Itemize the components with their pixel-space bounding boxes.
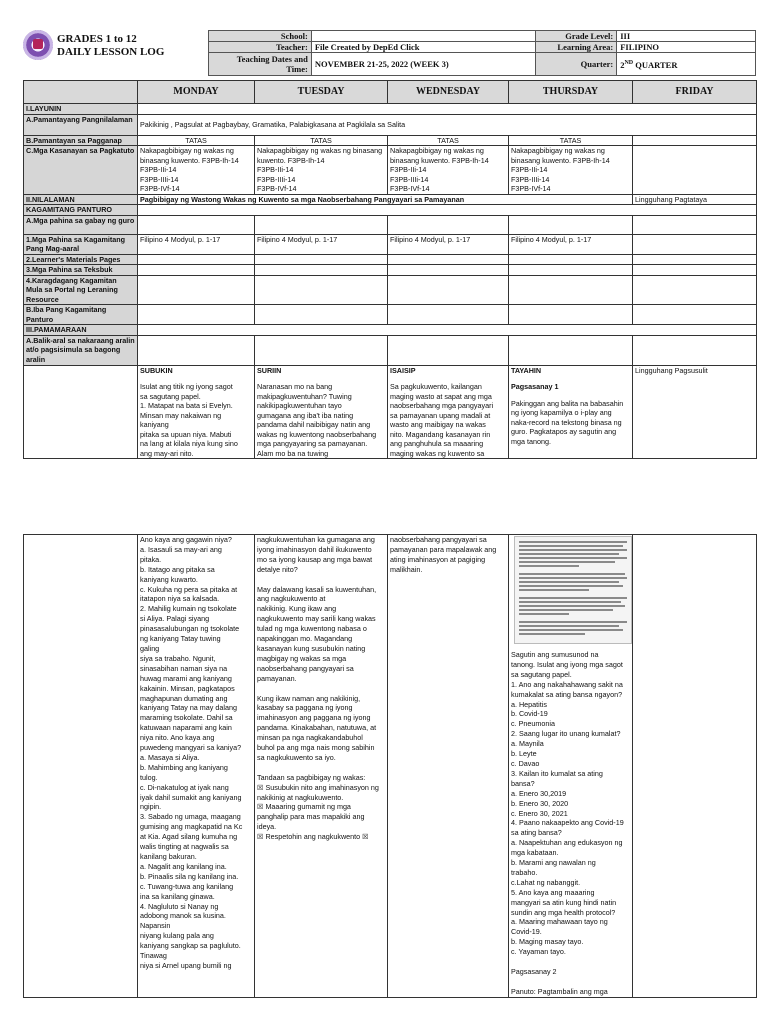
text-line: ☒ Susubukin nito ang imahinasyon ng: [257, 782, 379, 792]
balik-tuesday: [255, 335, 388, 365]
day-tuesday: TUESDAY: [255, 81, 388, 104]
gabay-thursday: [509, 215, 633, 234]
text-line: 3. Sabado ng umaga, maagang: [140, 812, 241, 822]
text-line: sa ating bansa?: [511, 828, 562, 838]
nilalaman-value: Pagbibigay ng Wastong Wakas ng Kuwento sa mga Naobserbahang Pangyayari sa Pamayanan: [138, 194, 633, 205]
text-line: a. Enero 30,2019: [511, 788, 567, 798]
iba-tuesday: [255, 305, 388, 325]
lesson-log-page-2: [0, 528, 768, 1024]
text-line: panghalip para mas mapakiki ang: [257, 812, 365, 822]
tuesday-activity-heading: SURIIN: [257, 365, 282, 375]
friday-activity: Lingguhang Pagsusulit: [633, 365, 757, 459]
gabay-monday: [138, 215, 255, 234]
text-line: a. Hepatitis: [511, 699, 547, 709]
tatas-tuesday: TATAS: [255, 135, 388, 146]
kasanayan-label: C.Mga Kasanayan sa Pagkatuto: [24, 146, 138, 195]
text-line: b. Leyte: [511, 749, 537, 759]
text-line: nagkukuwento may sarili kang wakas: [257, 614, 376, 624]
teksbuk-friday: [633, 265, 757, 276]
kasanayan-text: Nakapagbibigay ng wakas ng binasang kuwento. F3PB-Ih-14: [257, 146, 383, 165]
text-line: c. Tuwang-tuwa ang kanilang: [140, 881, 234, 891]
learners-thursday: [509, 254, 633, 265]
learners-monday: [138, 254, 255, 265]
kasanayan-text: Nakapagbibigay ng wakas ng binasang kuwento. F3PB-Ih-14: [140, 146, 239, 165]
teksbuk-label: 3.Mga Pahina sa Teksbuk: [24, 265, 138, 276]
balik-monday: [138, 335, 255, 365]
quarter-value: [617, 53, 756, 76]
text-line: buhol pa ang mga nais mong sabihin: [257, 743, 375, 753]
thursday-pagsasanay-1: Pagsasanay 1: [511, 382, 559, 391]
text-line: 5. Ano kaya ang maaaring: [511, 887, 595, 897]
teaching-dates-label: [209, 53, 312, 76]
text-line: Sa pagkukuwento, kailangan: [390, 382, 482, 391]
teacher-value: File Created by DepEd Click: [311, 42, 536, 53]
text-line: pandama. Kinakabahan, natutuwa, at: [257, 723, 377, 733]
pagganap-label: B.Pamantayan sa Pagganap: [24, 135, 138, 146]
text-line: niya nito. Ano kaya ang: [140, 733, 215, 743]
code-line: F3PB-IIIi-14: [257, 174, 296, 184]
monday-continued: [138, 535, 255, 998]
text-line: malikhain.: [390, 564, 423, 574]
text-line: magbigay ng wakas sa mga: [257, 653, 347, 663]
text-line: ng iyong kapamilya o i-play ang: [511, 408, 612, 417]
text-line: pandama dahil naibibigay natin ang: [257, 420, 371, 429]
text-line: sa nagkukuwento sa iyo.: [257, 752, 336, 762]
text-line: a. Masaya si Aliya.: [140, 752, 200, 762]
text-line: c. Kukuha ng pera sa pitaka at: [140, 584, 238, 594]
text-line: 4. Paano nakaapekto ang Covid-19: [511, 818, 624, 828]
text-line: c. Pneumonia: [511, 719, 555, 729]
text-line: ng kaniyang Tatay tuwing: [140, 634, 221, 644]
teaching-dates-label-line2: Time:: [286, 64, 308, 74]
iba-friday: [633, 305, 757, 325]
code-line: F3PB-IIi-14: [511, 165, 548, 174]
text-line: a. Maynila: [511, 739, 544, 749]
karagdagang-monday: [138, 275, 255, 305]
text-line: imahinasyon ang paggana ng iyong: [257, 713, 371, 723]
quarter-label: Quarter:: [536, 53, 617, 76]
karagdagang-wednesday: [388, 275, 509, 305]
kasanayan-wednesday: [388, 146, 509, 195]
text-line: ☒ Respetohin ang nagkukwento ☒: [257, 832, 369, 842]
text-line: 3. Kailan ito kumalat sa ating: [511, 768, 603, 778]
text-line: sundin ang mga health protocol?: [511, 907, 616, 917]
code-line: F3PB-IVf-14: [140, 184, 180, 193]
modyul-wednesday: Filipino 4 Modyul, p. 1-17: [388, 234, 509, 254]
news-article-image: [514, 536, 632, 644]
text-line: naobserbahang mga pangyayari: [390, 401, 494, 410]
teksbuk-wednesday: [388, 265, 509, 276]
code-line: F3PB-IIi-14: [390, 165, 427, 174]
iba-monday: [138, 305, 255, 325]
text-line: pinasasalubungan ng tsokolate: [140, 624, 240, 634]
text-line: c. Yayaman tayo.: [511, 947, 566, 957]
text-line: mga tanong.: [511, 436, 551, 446]
text-line: b. Mahimbing ang kaniyang: [140, 762, 228, 772]
text-line: Ano kaya ang gagawin niya?: [140, 535, 232, 544]
tatas-wednesday: TATAS: [388, 135, 509, 146]
text-line: 2. Mahilig kumain ng tsokolate: [140, 604, 237, 614]
quarter-number: 2: [620, 59, 625, 70]
gabay-friday: [633, 215, 757, 234]
kasanayan-tuesday: [255, 146, 388, 195]
learning-area-label: Learning Area:: [536, 42, 617, 53]
pamantayang-value: Pakikinig , Pagsulat at Pagbaybay, Gramatika, Palabigkasana at Pagkilala sa Salita: [138, 114, 757, 135]
text-line: Kung ikaw naman ang nakikinig,: [257, 693, 361, 703]
text-line: kaniyang Tatay na may dalang: [140, 703, 237, 713]
kasanayan-text: Nakapagbibigay ng wakas ng binasang kuwento. F3PB-Ih-14: [511, 146, 610, 165]
tuesday-continued: [255, 535, 388, 998]
grade-level-label: Grade Level:: [536, 31, 617, 42]
text-line: 1. Matapat na bata si Evelyn.: [140, 401, 233, 410]
tatas-friday: [633, 135, 757, 146]
friday-continued: [633, 535, 757, 998]
text-line: kaniyang kuwarto.: [140, 574, 198, 584]
nilalaman-label: II.NILALAMAN: [24, 194, 138, 205]
learning-area-value: FILIPINO: [617, 42, 756, 53]
page-gap: [0, 500, 768, 528]
gabay-tuesday: [255, 215, 388, 234]
text-line: adobong manok sa kusina.: [140, 911, 226, 921]
text-line: mo sa iyong kausap ang mga bawat: [257, 554, 373, 564]
balik-friday: [633, 335, 757, 365]
gabay-wednesday: [388, 215, 509, 234]
text-line: pitaka.: [140, 554, 162, 564]
text-line: nakikipagkuwentuhan tayo: [257, 401, 342, 410]
iba-thursday: [509, 305, 633, 325]
monday-activity-heading: SUBUKIN: [140, 365, 173, 375]
pamamaraan-label: III.PAMAMARAAN: [24, 325, 138, 336]
text-line: naobserbahang pangyayari sa: [390, 535, 487, 544]
text-line: mangyari sa atin kung hindi natin: [511, 897, 617, 907]
text-line: c. Di-nakatulog at iyak nang: [140, 782, 229, 792]
text-line: maghapunan dumating ang: [140, 693, 228, 703]
text-line: Sagutin ang sumusunod na: [511, 650, 599, 659]
text-line: b. Marami ang nawalan ng: [511, 858, 596, 868]
tuesday-activity: [255, 365, 388, 459]
quarter-suffix: ND: [624, 60, 634, 67]
day-monday: MONDAY: [138, 81, 255, 104]
modyul-friday: [633, 234, 757, 254]
tatas-thursday: TATAS: [509, 135, 633, 146]
karagdagang-tuesday: [255, 275, 388, 305]
text-line: bansa?: [511, 778, 535, 788]
text-line: makipagkuwentuhan? Tuwing: [257, 391, 352, 401]
teaching-dates-value: NOVEMBER 21-25, 2022 (WEEK 3): [311, 53, 536, 76]
monday-activity-text: [140, 382, 252, 458]
text-line: walis tingting at nagwalis sa: [140, 842, 229, 852]
code-line: F3PB-IVf-14: [257, 184, 297, 193]
text-line: 4. Nagluluto si Nanay ng: [140, 901, 219, 911]
teksbuk-thursday: [509, 265, 633, 276]
wednesday-activity-heading: ISAISIP: [390, 365, 416, 375]
day-thursday: THURSDAY: [509, 81, 633, 104]
iba-wednesday: [388, 305, 509, 325]
text-line: Tinawag: [140, 951, 167, 961]
text-line: b. Pinaalis sila ng kanilang ina.: [140, 871, 239, 881]
text-line: Isulat ang titik ng iyong sagot: [140, 382, 233, 391]
lesson-log-page-1: [0, 0, 768, 500]
text-line: 2. Saang lugar ito unang kumalat?: [511, 729, 621, 739]
kagamitan-label: KAGAMITANG PANTURO: [24, 205, 138, 216]
teacher-label: Teacher:: [209, 42, 312, 53]
teksbuk-tuesday: [255, 265, 388, 276]
text-line: Tandaan sa pagbibigay ng wakas:: [257, 772, 366, 782]
modyul-monday: Filipino 4 Modyul, p. 1-17: [138, 234, 255, 254]
text-line: [257, 763, 385, 773]
text-line: nakikinig at nagkukuwento.: [257, 792, 344, 802]
text-line: pitaka sa upuan niya. Mabuti: [140, 429, 232, 439]
teaching-dates-label-line1: Teaching Dates and: [236, 54, 308, 64]
text-line: naobserbahang pangyayari sa: [257, 663, 354, 673]
text-line: nagkukuwentuhan ka gumagana ang: [257, 535, 375, 544]
text-line: detalye nito?: [257, 564, 298, 574]
text-line: nito. Magandang kasanayan rin: [390, 429, 491, 439]
school-label: School:: [209, 31, 312, 42]
text-line: iyak dahil sumakit ang kaniyang: [140, 792, 242, 802]
lesson-grid: [23, 80, 757, 459]
text-line: sa sagutang papel.: [140, 391, 201, 401]
text-line: minsan pa nga nagkakandabuhol: [257, 733, 363, 743]
text-line: guro. Pagkatapos ay sagutin ang: [511, 427, 617, 436]
text-line: wakas ng kuwentong naobserbahang: [257, 429, 377, 439]
text-line: [257, 684, 385, 694]
text-line: katuwaan naparami ang kain: [140, 723, 232, 733]
text-line: puwedeng mangyari sa kaniya?: [140, 743, 242, 753]
wednesday-continued-text: [390, 535, 506, 575]
code-line: F3PB-IIi-14: [140, 165, 177, 174]
text-line: naka-record na tekstong binasa ng: [511, 417, 622, 427]
text-line: a. Naapektuhan ang edukasyon ng: [511, 838, 623, 848]
text-line: huwag marami ang kaniyang: [140, 673, 232, 683]
text-line: 1. Ano ang nakahahawang sakit na: [511, 679, 623, 689]
text-line: a. Nagalit ang kanilang ina.: [140, 861, 227, 871]
text-line: May dalawang kasali sa kuwentuhan,: [257, 584, 377, 594]
thursday-activity: [509, 365, 633, 459]
layunin-cell: [138, 104, 757, 115]
thursday-continued-text: [511, 650, 630, 997]
lesson-grid-continued: [23, 534, 757, 998]
pamantayang-label: A.Pamantayang Pangnilalaman: [24, 114, 138, 135]
text-line: nakikinig. Kung ikaw ang: [257, 604, 337, 614]
learners-label: 2.Learner's Materials Pages: [24, 254, 138, 265]
text-line: ang panghuhula sa maaaring: [390, 439, 484, 448]
day-header-row: [24, 81, 757, 104]
text-line: maraming tsokolate. Dahil sa: [140, 713, 233, 723]
text-line: mga kabataan.: [511, 848, 559, 858]
text-line: Panuto: Pagtambalin ang mga: [511, 986, 608, 996]
learners-tuesday: [255, 254, 388, 265]
header-info-table: [208, 30, 756, 76]
title-grades: GRADES 1 to 12: [57, 33, 137, 45]
gabay-label: A.Mga pahina sa gabay ng guro: [24, 215, 138, 234]
day-friday: FRIDAY: [633, 81, 757, 104]
learners-wednesday: [388, 254, 509, 265]
thursday-continued: [509, 535, 633, 998]
text-line: a. Isasauli sa may-ari ang: [140, 544, 222, 554]
kasanayan-thursday: [509, 146, 633, 195]
kasanayan-monday: [138, 146, 255, 195]
text-line: b. Itatago ang pitaka sa: [140, 564, 215, 574]
text-line: sa pamayanan upang madali at: [390, 410, 491, 420]
kasanayan-friday: [633, 146, 757, 195]
text-line: sa sagutang papel.: [511, 669, 572, 679]
continued-label-cell: [24, 535, 138, 998]
text-line: kumakalat sa ating bansa ngayon?: [511, 689, 623, 699]
text-line: b. Covid-19: [511, 709, 548, 719]
text-line: c. Enero 30, 2021: [511, 808, 568, 818]
kagamitan-cell: [138, 205, 757, 216]
nilalaman-friday: Lingguhang Pagtataya: [633, 194, 757, 205]
text-line: c.Lahat ng nabanggit.: [511, 877, 581, 887]
text-line: napakinggan mo. Magandang: [257, 634, 353, 644]
text-line: ina sa kanilang ginawa.: [140, 891, 215, 901]
code-line: F3PB-IVf-14: [511, 184, 551, 193]
text-line: kasabay sa paggana ng iyong: [257, 703, 353, 713]
text-line: ating imahinasyon at pagiging: [390, 554, 486, 564]
text-line: itatapon niya sa kalsada.: [140, 594, 220, 604]
text-line: [257, 575, 385, 585]
pamamaraan-cell: [138, 325, 757, 336]
text-line: ngipin.: [140, 802, 162, 812]
text-line: wasto ang maibigay na wakas: [390, 420, 486, 429]
text-line: kakainin. Minsan, pagkatapos: [140, 683, 235, 693]
teksbuk-monday: [138, 265, 255, 276]
text-line: niyang kulang pala ang: [140, 931, 214, 941]
kasanayan-text: Nakapagbibigay ng wakas ng binasang kuwento. F3PB-Ih-14: [390, 146, 489, 165]
karagdagang-label: 4.Karagdagang Kagamitan Mula sa Portal ng Leraning Resource: [24, 275, 138, 305]
monday-activity: [138, 365, 255, 459]
grade-level-value: III: [617, 31, 756, 42]
text-line: ☒ Maaaring gumamit ng mga: [257, 802, 351, 812]
text-line: gumagana ang iba't iba nating: [257, 410, 354, 420]
text-line: niya si Arnel upang bumili ng: [140, 960, 232, 970]
text-line: mga pangyayaring sa pamayanan.: [257, 439, 368, 448]
iba-label: B.Iba Pang Kagamitang Panturo: [24, 305, 138, 325]
wednesday-continued: [388, 535, 509, 998]
modyul-thursday: Filipino 4 Modyul, p. 1-17: [509, 234, 633, 254]
text-line: c. Davao: [511, 758, 540, 768]
text-line: pamayanan para mapalawak ang: [390, 544, 497, 554]
tatas-monday: TATAS: [138, 135, 255, 146]
text-line: tanong. Isulat ang iyong mga sagot: [511, 659, 623, 669]
code-line: F3PB-IVf-14: [390, 184, 430, 193]
text-line: Minsan may nakaiwan ng: [140, 410, 222, 420]
text-line: Alam mo ba na tuwing: [257, 448, 329, 458]
text-line: [511, 957, 630, 967]
text-line: Pagsasanay 2: [511, 967, 557, 976]
text-line: trabaho.: [511, 867, 538, 877]
text-line: kaniyang: [140, 420, 169, 429]
tuesday-continued-text: [257, 535, 385, 842]
quarter-word: QUARTER: [633, 59, 678, 70]
karagdagang-friday: [633, 275, 757, 305]
text-line: ang may-ari nito.: [140, 448, 194, 458]
text-line: b. Enero 30, 2020: [511, 798, 569, 808]
text-line: kaniyang sangkap sa pagluluto.: [140, 941, 241, 951]
wednesday-activity: [388, 365, 509, 459]
wednesday-activity-text: [390, 382, 506, 458]
text-line: a. Maaring mahawaan tayo ng: [511, 917, 608, 927]
text-line: iyong imahinasyon dahil ikukuwento: [257, 544, 372, 554]
learners-friday: [633, 254, 757, 265]
thursday-activity-text: [511, 399, 630, 447]
text-line: siya sa trabaho. Ngunit,: [140, 653, 216, 663]
school-value: [311, 31, 536, 42]
balik-thursday: [509, 335, 633, 365]
day-wednesday: WEDNESDAY: [388, 81, 509, 104]
text-line: tulad ng mga kuwentong nabasa o: [257, 624, 367, 634]
code-line: F3PB-IIi-14: [257, 165, 294, 174]
text-line: si Aliya. Palagi siyang: [140, 614, 210, 624]
text-line: sinasabihan naman siya na: [140, 663, 228, 673]
activity-label-cell: [24, 365, 138, 459]
karagdagang-thursday: [509, 275, 633, 305]
deped-seal-icon: [23, 30, 53, 60]
text-line: ideya.: [257, 822, 277, 832]
text-line: Napansin: [140, 921, 171, 931]
title-daily-lesson-log: DAILY LESSON LOG: [57, 46, 165, 58]
text-line: ang nagkukuwento at: [257, 594, 326, 604]
code-line: F3PB-IIIi-14: [511, 174, 550, 184]
layunin-label: I.LAYUNIN: [24, 104, 138, 115]
text-line: maging wasto at sapat ang mga: [390, 391, 492, 401]
text-line: Covid-19.: [511, 927, 542, 937]
text-line: Pakinggan ang balita na babasahin: [511, 398, 624, 408]
tuesday-activity-text: [257, 382, 385, 458]
text-line: gumising ang magkapatid na Kc: [140, 822, 243, 832]
monday-continued-text: [140, 535, 252, 971]
text-line: maging wakas ng kuwento sa: [390, 448, 485, 458]
text-line: na lang at kilala niya kung sino: [140, 439, 238, 448]
balik-wednesday: [388, 335, 509, 365]
text-line: at Kia. Agad silang kumuha ng: [140, 832, 238, 842]
text-line: pamayanan.: [257, 673, 297, 683]
pahina-label: 1.Mga Pahina sa Kagamitang Pang Mag-aaral: [24, 234, 138, 254]
text-line: tulog.: [140, 772, 158, 782]
text-line: Naranasan mo na bang: [257, 382, 333, 391]
text-line: kanilang bakuran.: [140, 852, 197, 861]
thursday-activity-heading: TAYAHIN: [511, 365, 542, 375]
text-line: [511, 977, 630, 987]
text-line: b. Maging masay tayo.: [511, 937, 584, 947]
text-line: galing: [140, 643, 160, 653]
corner-cell: [24, 81, 138, 104]
balik-aral-label: A.Balik-aral sa nakaraang aralin at/o pagsisimula sa bagong aralin: [24, 335, 138, 365]
modyul-tuesday: Filipino 4 Modyul, p. 1-17: [255, 234, 388, 254]
text-line: kasanayan kung susubukin nating: [257, 643, 366, 653]
code-line: F3PB-IIIi-14: [390, 174, 429, 184]
code-line: F3PB-IIIi-14: [140, 174, 179, 184]
